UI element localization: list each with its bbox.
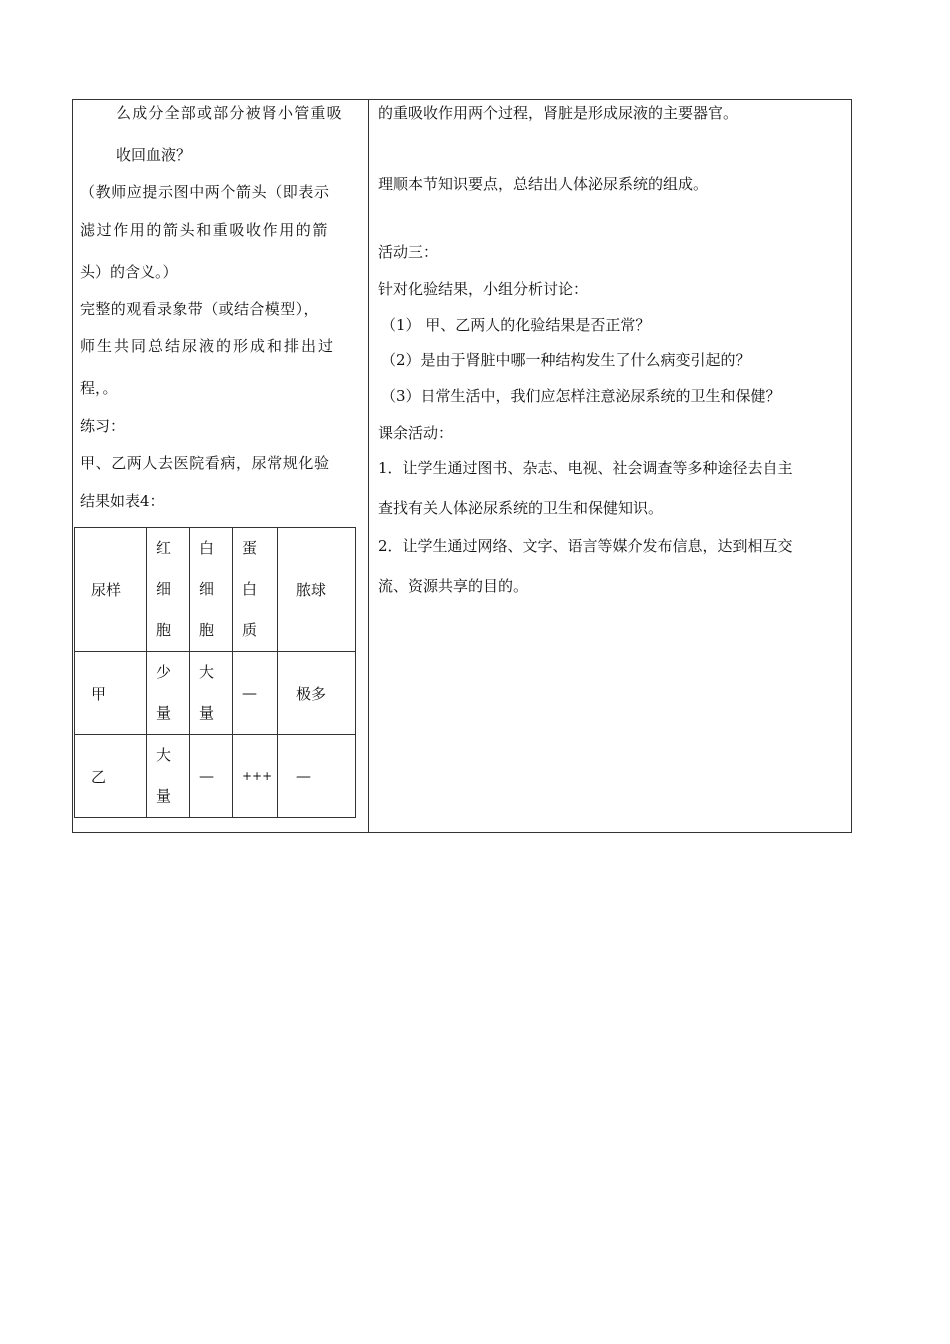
right-text-line: 活动三：	[378, 243, 439, 261]
header-pus-cast: 脓球	[278, 528, 356, 652]
cell-red-blood-cells: 大 量	[147, 735, 190, 818]
right-text-line: （1） 甲、乙两人的化验结果是否正常？	[381, 316, 651, 334]
column-divider	[368, 99, 369, 833]
row-name: 甲	[75, 652, 147, 735]
table-row	[75, 735, 356, 818]
left-text-line: 么成分全部或部分被肾小管重吸	[116, 104, 343, 122]
urine-test-table	[74, 527, 356, 818]
right-text-line: 课余活动：	[378, 424, 454, 442]
cell-white-blood-cells: —	[190, 735, 233, 818]
left-text-line: 师生共同总结尿液的形成和排出过	[80, 337, 336, 355]
right-text-line: 查找有关人体泌尿系统的卫生和保健知识。	[378, 499, 664, 517]
cell-pus-cast: —	[278, 735, 356, 818]
left-text-line: （教师应提示图中两个箭头（即表示	[80, 183, 330, 201]
left-text-line: 甲、乙两人去医院看病，尿常规化验	[80, 454, 330, 472]
table-row	[75, 652, 356, 735]
left-text-line: 头）的含义。）	[80, 263, 178, 281]
right-text-line: 针对化验结果，小组分析讨论：	[378, 280, 589, 298]
header-red-blood-cells: 红 细 胞	[147, 528, 190, 652]
left-text-line: 结果如表4：	[80, 492, 165, 510]
header-protein: 蛋 白 质	[233, 528, 278, 652]
right-text-line: 2．让学生通过网络、文字、语言等媒介发布信息，达到相互交	[378, 537, 793, 555]
right-text-line: （2）是由于肾脏中哪一种结构发生了什么病变引起的？	[381, 351, 751, 369]
cell-protein: —	[233, 652, 278, 735]
cell-protein: +++	[233, 735, 278, 818]
left-text-line: 程，。	[80, 379, 118, 397]
left-text-line: 收回血液？	[116, 146, 192, 164]
right-text-line: （3）日常生活中，我们应怎样注意泌尿系统的卫生和保健？	[381, 387, 781, 405]
cell-red-blood-cells: 少 量	[147, 652, 190, 735]
header-white-blood-cells: 白 细 胞	[190, 528, 233, 652]
cell-white-blood-cells: 大 量	[190, 652, 233, 735]
right-text-line: 流、资源共享的目的。	[378, 577, 529, 595]
left-text-line: 完整的观看录象带（或结合模型），	[80, 300, 319, 318]
table-header-row	[75, 528, 356, 652]
header-sample: 尿样	[75, 528, 147, 652]
left-text-line: 练习：	[80, 417, 126, 435]
right-text-line: 1．让学生通过图书、杂志、电视、社会调查等多种途径去自主	[378, 459, 793, 477]
cell-pus-cast: 极多	[278, 652, 356, 735]
right-text-line: 理顺本节知识要点，总结出人体泌尿系统的组成。	[378, 175, 709, 193]
right-text-line: 的重吸收作用两个过程，肾脏是形成尿液的主要器官。	[378, 104, 739, 122]
left-text-line: 滤过作用的箭头和重吸收作用的箭	[80, 221, 330, 239]
row-name: 乙	[75, 735, 147, 818]
